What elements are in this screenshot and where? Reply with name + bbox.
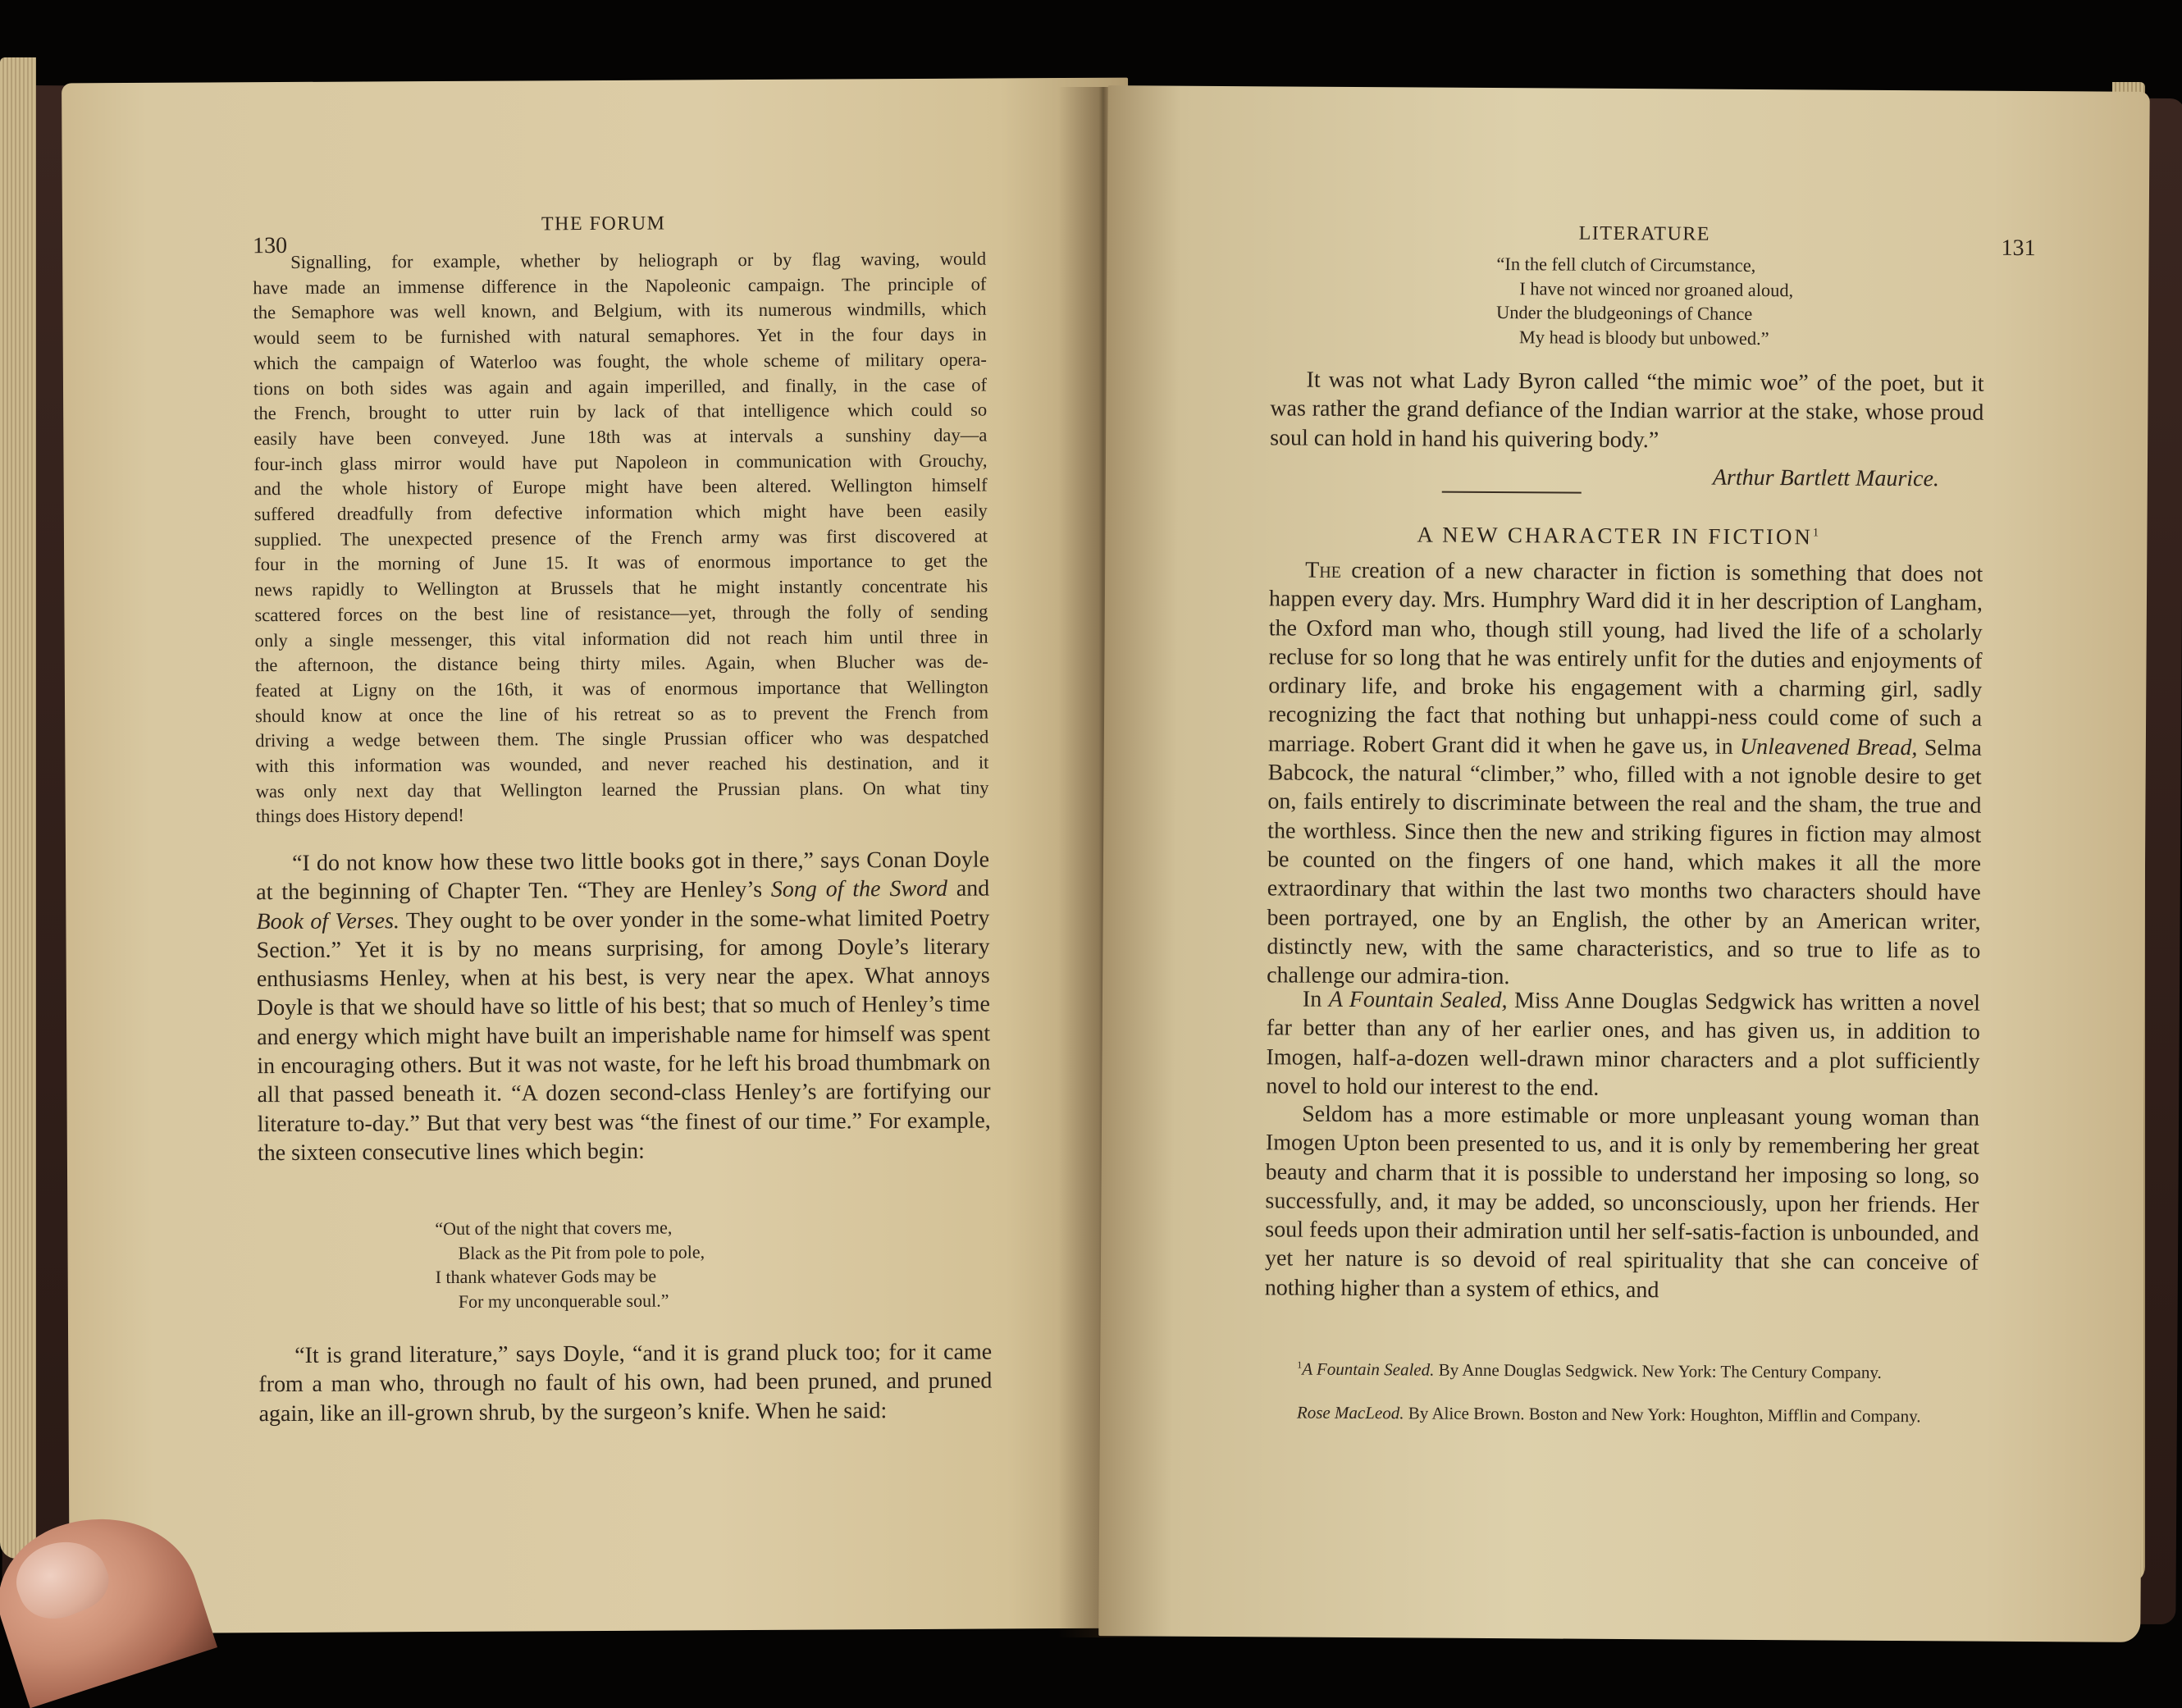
section-title-text: A NEW CHARACTER IN FICTION bbox=[1417, 522, 1814, 550]
text: They ought to be over yonder in the some-what limited Poetry Section.” Yet it is by no means surprising, for among Doyle’s literary enthusiasms Henley, when at his best, is very near the apex. What annoys Doyle is that we should have so little of his best; that so much of Henley’s time and energy which might have built an imperishable name for himself was spent in encouraging others. But it was not waste, for he left his broad thumbmark on all that passed beneath it. “A dozen second-class Henley’s are fortifying our literature to-day.” But that very best was “the finest of our time.” For example, the sixteen consecutive lines which begin: bbox=[256, 905, 991, 1167]
paragraph-signalling bbox=[253, 247, 989, 830]
poem-line: My head is bloody but unbowed.” bbox=[1518, 326, 1769, 349]
footnote-text: By Alice Brown. Boston and New York: Houghton, Mifflin and Company. bbox=[1404, 1403, 1921, 1427]
footnote-title: A Fountain Sealed. bbox=[1302, 1359, 1435, 1380]
small-caps-opening: The bbox=[1305, 557, 1342, 583]
running-head: LITERATURE bbox=[1578, 222, 1711, 245]
paragraph-line: driving a wedge between them. The single Prussian officer who was despatched bbox=[255, 726, 989, 751]
paragraph-new-character bbox=[1267, 555, 1983, 994]
footnote-2 bbox=[1264, 1401, 1978, 1427]
paragraph-line: suffered dreadfully from defective information which might have been easily bbox=[253, 500, 988, 525]
book-title-book-of-verses: Book of Verses. bbox=[256, 907, 400, 934]
poem-line: Black as the Pit from pole to pole, bbox=[458, 1240, 705, 1263]
poem-line: I have not winced nor groaned aloud, bbox=[1519, 277, 1794, 300]
paragraph-grand-literature: “It is grand literature,” says Doyle, “and it is grand pluck too; for it came from a man who, through no fault of his own, had been pruned, and pruned again, like an ill-grown shrub, by the surgeon’s knife. When he said: bbox=[258, 1339, 993, 1427]
paragraph-line: four-inch glass mirror would have put Napoleon in communication with Grouchy, bbox=[253, 450, 988, 474]
poem-line: I thank whatever Gods may be bbox=[435, 1265, 657, 1288]
paragraph-line: easily have been conveyed. June 18th was at intervals a sunshiny day—a bbox=[253, 424, 988, 450]
paragraph-line: supplied. The unexpected presence of the French army was first discovered at bbox=[253, 525, 988, 550]
section-title bbox=[1417, 522, 1821, 550]
paragraph-line: should know at once the line of his retreat so as to prevent the French from bbox=[255, 701, 989, 726]
paragraph-line: things does History depend! bbox=[255, 805, 464, 827]
text: “I do not know how these two little books got in there,” says Conan Doyle at the beginning of Chapter Ten. “They are Henley’s bbox=[256, 847, 990, 906]
paragraph-line: the French, brought to utter ruin by lack of that intelligence which could so bbox=[253, 399, 988, 424]
paragraph-line: was only next day that Wellington learned the Prussian plans. On what tiny bbox=[255, 777, 989, 801]
poem-line: Under the bludgeonings of Chance bbox=[1496, 302, 1753, 324]
paragraph-fountain-sealed bbox=[1266, 984, 1980, 1104]
paragraph-line: the afternoon, the distance being thirty miles. Again, when Blucher was de- bbox=[254, 651, 988, 676]
paragraph-line: feated at Ligny on the 16th, it was of enormous importance that Wellington bbox=[254, 676, 988, 701]
page-number: 130 bbox=[253, 232, 288, 259]
page-number: 131 bbox=[2001, 235, 2036, 262]
paragraph-line: only a single messenger, this vital information did not reach him until three in bbox=[254, 626, 988, 651]
text: and bbox=[947, 875, 990, 902]
book-title-unleavened-bread: Unleavened Bread, bbox=[1739, 733, 1918, 760]
section-divider bbox=[1442, 491, 1582, 494]
text: Miss Anne Douglas Sedgwick has written a novel far better than any of her earlier ones, and has given us, in addition to Imogen, half-a-dozen well-drawn minor characters and a plot sufficiently novel to hold our interest to the end. bbox=[1266, 988, 1981, 1101]
paragraph-byron: It was not what Lady Byron called “the mimic woe” of the poet, but it was rather the grand defiance of the Indian warrior at the stake, whose proud soul can hold in hand his quivering body.” bbox=[1270, 367, 1984, 453]
footnote-1 bbox=[1264, 1354, 1978, 1384]
paragraph-line: with this information was wounded, and never reached his destination, and it bbox=[255, 751, 989, 777]
poem-invictus-left bbox=[435, 1215, 705, 1313]
left-page-edges bbox=[0, 57, 36, 1559]
paragraph-henley bbox=[256, 846, 991, 1168]
book-title-a-fountain-sealed: A Fountain Sealed, bbox=[1328, 986, 1508, 1014]
paragraph-line: news rapidly to Wellington at Brussels that he might instantly concentrate his bbox=[254, 575, 988, 601]
right-page bbox=[1098, 85, 2150, 1642]
footnote-text: By Anne Douglas Sedgwick. New York: The Century Company. bbox=[1434, 1359, 1882, 1382]
paragraph-line: have made an immense difference in the Napoleonic campaign. The principle of bbox=[253, 273, 987, 298]
poem-invictus-right bbox=[1496, 252, 1794, 350]
text: Selma Babcock, the natural “climber,” who, filled with a not ignoble desire to get on, fails entirely to discriminate between the real and the sham, the true and the worthless. Since then the new and striking figures in fiction may almost be counted on the fingers of one hand, which makes it all the more extraordinary that within the last two months two characters should have been portrayed, one by an English, the other by an American writer, distinctly new, with the same characteristics, and so true to life as to challenge our admira-tion. bbox=[1267, 734, 1982, 990]
paragraph-line: Signalling, for example, whether by heliograph or by flag waving, would bbox=[290, 248, 987, 272]
poem-line: “In the fell clutch of Circumstance, bbox=[1496, 253, 1756, 276]
text: In bbox=[1302, 986, 1329, 1012]
author-signature: Arthur Bartlett Maurice. bbox=[1712, 464, 1940, 492]
left-page bbox=[62, 78, 1136, 1634]
footnote-marker: 1 bbox=[1297, 1359, 1303, 1371]
text: creation of a new character in fiction is something that does not happen every day. Mrs. Humphry Ward did it in her description of Langham, the Oxford man who, though still young, had lived the life of a scholarly recluse for so long that he was entirely unfit for the duties and enjoyments of ordinary life, and broke his engagement with a charming girl, sadly recognizing the fact that nothing but unhappi-ness could come of such a marriage. Robert Grant did it when he gave us, in bbox=[1267, 557, 1983, 760]
paragraph-imogen: Seldom has a more estimable or more unpleasant young woman than Imogen Upton been presented to us, and it is only by remembering her great beauty and charm that it is possible to understand her imposing so long, so successfully, and, it may be added, so unconsciously, upon her friends. Her soul feeds upon their admiration until her self-satis-faction is unbounded, and yet her nature is so devoid of real spirituality that she can conceive of nothing higher than a system of ethics, and bbox=[1264, 1101, 1980, 1304]
running-head: THE FORUM bbox=[541, 212, 666, 235]
paragraph-line: scattered forces on the best line of resistance—yet, through the folly of sending bbox=[254, 601, 988, 626]
book-spread bbox=[33, 71, 2166, 1629]
poem-line: “Out of the night that covers me, bbox=[435, 1217, 673, 1240]
paragraph-line: tions on both sides was again and again imperilled, and finally, in the case of bbox=[253, 374, 988, 399]
book-title-song-of-the-sword: Song of the Sword bbox=[770, 876, 948, 903]
footnote-title: Rose MacLeod. bbox=[1296, 1402, 1404, 1423]
paragraph-line: four in the morning of June 15. It was of enormous importance to get the bbox=[254, 550, 988, 575]
paragraph-line: which the campaign of Waterloo was fought, the whole scheme of military opera- bbox=[253, 349, 987, 374]
footnote-marker: 1 bbox=[1812, 527, 1822, 540]
paragraph-line: the Semaphore was well known, and Belgium, with its numerous windmills, which bbox=[253, 298, 987, 323]
paragraph-line: would seem to be furnished with natural semaphores. Yet in the four days in bbox=[253, 323, 987, 349]
poem-line: For my unconquerable soul.” bbox=[458, 1290, 669, 1312]
paragraph-line: and the whole history of Europe might have been altered. Wellington himself bbox=[253, 474, 988, 500]
